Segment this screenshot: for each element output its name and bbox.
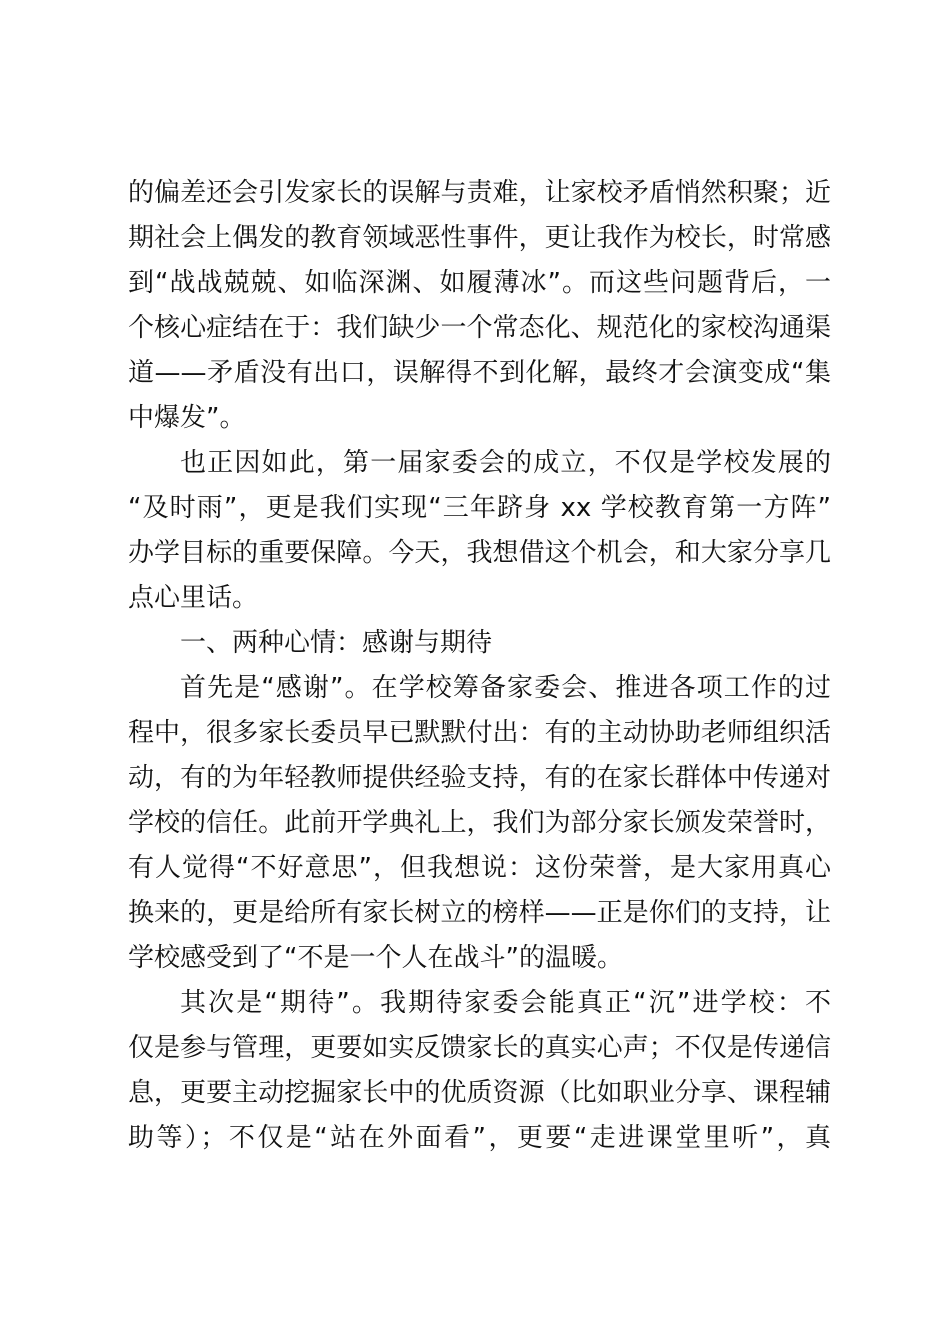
paragraph-line: 的偏差还会引发家长的误解与责难，让家校矛盾悄然积聚；近: [128, 178, 831, 208]
paragraph-line: 期社会上偶发的教育领域恶性事件，更让我作为校长，时常感: [128, 223, 831, 253]
paragraph-line: 学校感受到了“不是一个人在战斗”的温暖。: [128, 943, 623, 973]
paragraph-line: 仅是参与管理，更要如实反馈家长的真实心声；不仅是传递信: [128, 1033, 831, 1063]
paragraph-line: 也正因如此，第一届家委会的成立，不仅是学校发展的: [180, 448, 831, 478]
paragraph-line: 个核心症结在于：我们缺少一个常态化、规范化的家校沟通渠: [128, 313, 831, 343]
paragraph-line: 其次是“期待”。我期待家委会能真正“沉”进学校：不: [180, 988, 831, 1018]
paragraph-line: 首先是“感谢”。在学校筹备家委会、推进各项工作的过: [180, 673, 831, 703]
paragraph-line: 道——矛盾没有出口，误解得不到化解，最终才会演变成“集: [128, 358, 831, 388]
paragraph-line: 动，有的为年轻教师提供经验支持，有的在家长群体中传递对: [128, 763, 831, 793]
paragraph-line: 换来的，更是给所有家长树立的榜样——正是你们的支持，让: [128, 898, 831, 928]
section-heading: 一、两种心情：感谢与期待: [180, 628, 493, 658]
paragraph-line: 到“战战兢兢、如临深渊、如履薄冰”。而这些问题背后，一: [128, 268, 831, 298]
paragraph-line: 息，更要主动挖掘家长中的优质资源（比如职业分享、课程辅: [128, 1078, 831, 1108]
paragraph-line: 点心里话。: [128, 583, 259, 613]
paragraph-line: 助等）；不仅是“站在外面看”，更要“走进课堂里听”，真: [128, 1123, 831, 1153]
paragraph-line: “及时雨”，更是我们实现“三年跻身 xx 学校教育第一方阵”: [128, 493, 831, 523]
paragraph-line: 程中，很多家长委员早已默默付出：有的主动协助老师组织活: [128, 718, 831, 748]
paragraph-line: 有人觉得“不好意思”，但我想说：这份荣誉，是大家用真心: [128, 853, 831, 883]
paragraph-line: 中爆发”。: [128, 403, 246, 433]
paragraph-line: 办学目标的重要保障。今天，我想借这个机会，和大家分享几: [128, 538, 831, 568]
paragraph-line: 学校的信任。此前开学典礼上，我们为部分家长颁发荣誉时，: [128, 808, 831, 838]
